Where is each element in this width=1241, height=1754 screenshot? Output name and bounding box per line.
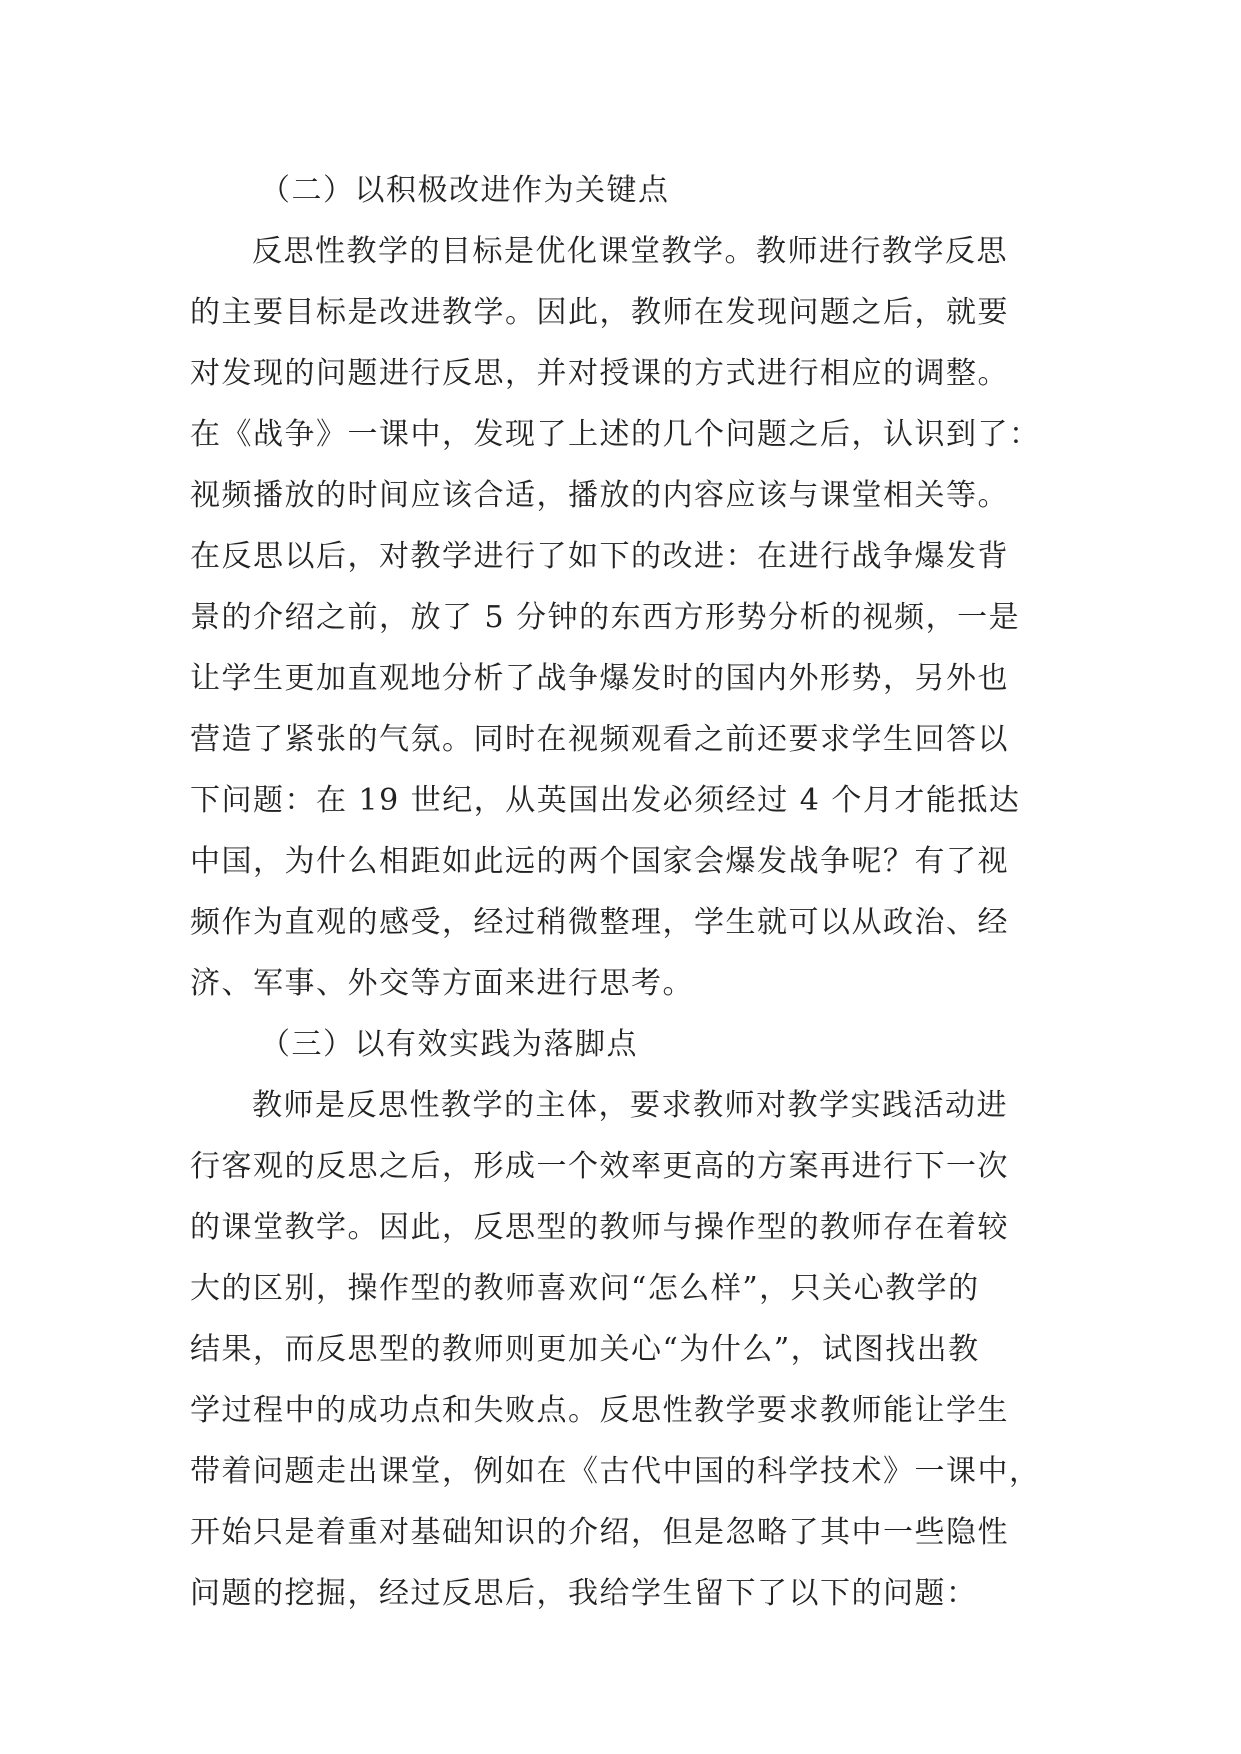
- paragraph-line: 视频播放的时间应该合适，播放的内容应该与课堂相关等。: [190, 478, 1009, 513]
- paragraph-line: 下问题：在 19 世纪，从英国出发必须经过 4 个月才能抵达: [190, 783, 1021, 818]
- paragraph-line: 在反思以后，对教学进行了如下的改进：在进行战争爆发背: [190, 539, 1009, 574]
- paragraph-line: 开始只是着重对基础知识的介绍，但是忽略了其中一些隐性: [190, 1515, 1009, 1550]
- paragraph-line: 教师是反思性教学的主体，要求教师对教学实践活动进: [252, 1088, 1008, 1123]
- section-heading-2: （二）以积极改进作为关键点: [260, 173, 670, 208]
- paragraph-line: 的课堂教学。因此，反思型的教师与操作型的教师存在着较: [190, 1210, 1009, 1245]
- paragraph-line: 反思性教学的目标是优化课堂教学。教师进行教学反思: [252, 234, 1008, 269]
- section-heading-3: （三）以有效实践为落脚点: [260, 1027, 638, 1062]
- paragraph-line: 问题的挖掘，经过反思后，我给学生留下了以下的问题：: [190, 1576, 978, 1611]
- document-body: [190, 160, 1050, 1624]
- paragraph-line: 的主要目标是改进教学。因此，教师在发现问题之后，就要: [190, 295, 1009, 330]
- paragraph-line: 带着问题走出课堂，例如在《古代中国的科学技术》一课中，: [190, 1454, 1041, 1489]
- paragraph-line: 在《战争》一课中，发现了上述的几个问题之后，认识到了：: [190, 417, 1041, 452]
- paragraph-line: 结果，而反思型的教师则更加关心“为什么”，试图找出教: [190, 1332, 980, 1367]
- paragraph-line: 景的介绍之前，放了 5 分钟的东西方形势分析的视频，一是: [190, 600, 1021, 635]
- paragraph-line: 营造了紧张的气氛。同时在视频观看之前还要求学生回答以: [190, 722, 1009, 757]
- paragraph-line: 频作为直观的感受，经过稍微整理，学生就可以从政治、经: [190, 905, 1009, 940]
- paragraph-line: 让学生更加直观地分析了战争爆发时的国内外形势，另外也: [190, 661, 1009, 696]
- paragraph-line: 行客观的反思之后，形成一个效率更高的方案再进行下一次: [190, 1149, 1009, 1184]
- paragraph-line: 大的区别，操作型的教师喜欢问“怎么样”，只关心教学的: [190, 1271, 980, 1306]
- paragraph-line: 济、军事、外交等方面来进行思考。: [190, 966, 694, 1001]
- paragraph-line: 中国，为什么相距如此远的两个国家会爆发战争呢？有了视: [190, 844, 1009, 879]
- paragraph-line: 学过程中的成功点和失败点。反思性教学要求教师能让学生: [190, 1393, 1009, 1428]
- paragraph-line: 对发现的问题进行反思，并对授课的方式进行相应的调整。: [190, 356, 1009, 391]
